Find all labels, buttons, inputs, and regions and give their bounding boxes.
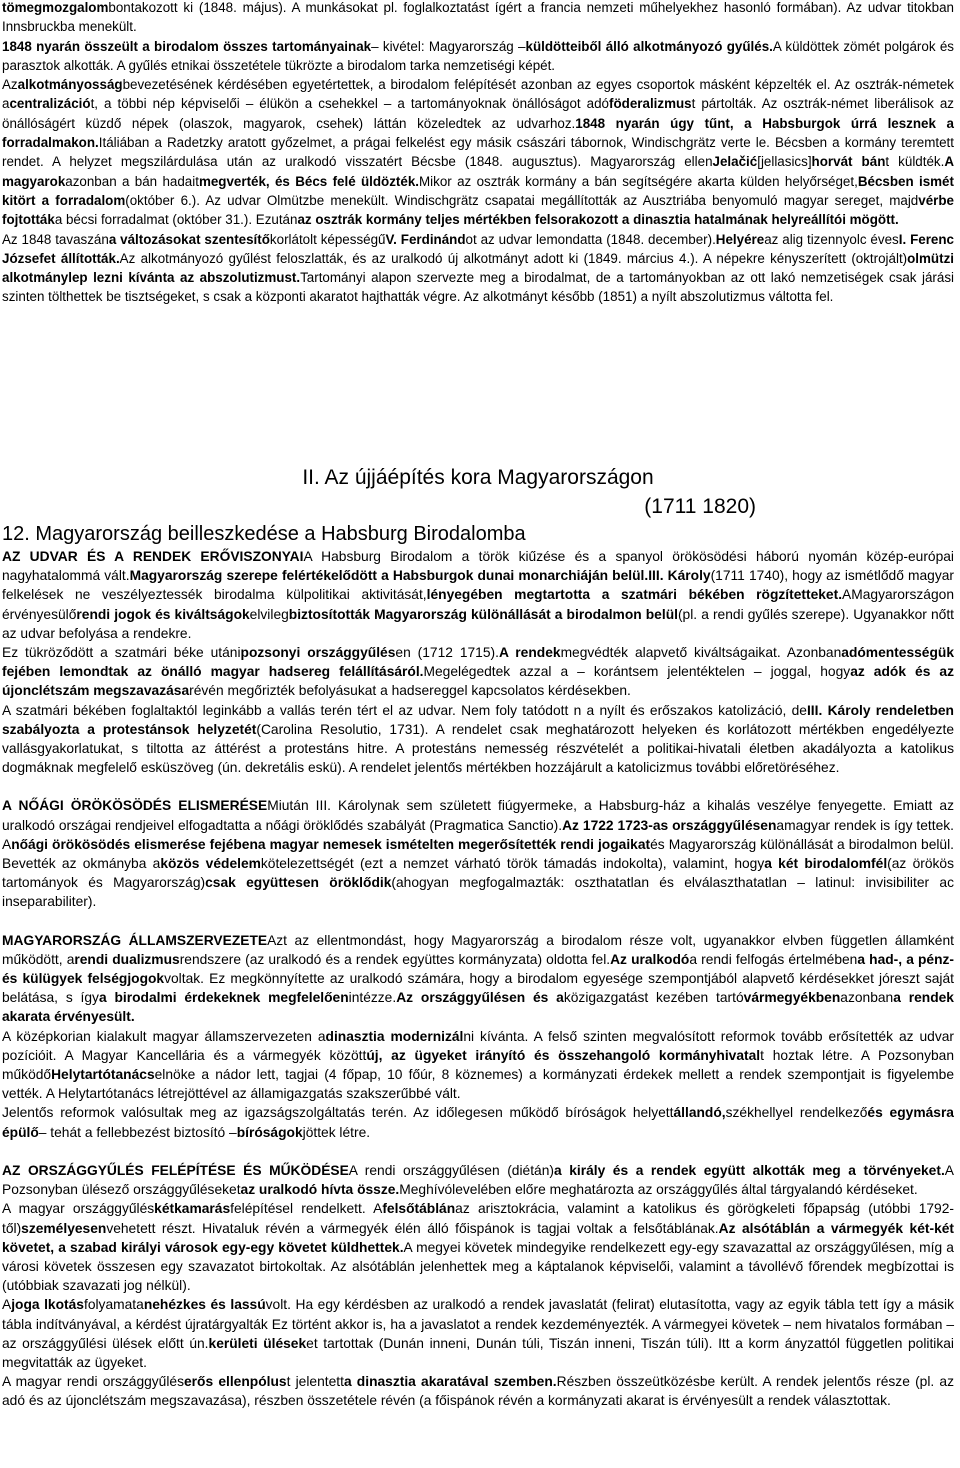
text-run: a rendi felfogás értelmében xyxy=(689,951,858,967)
text-run: A Pozsonyban ülésező országgyűléseket xyxy=(2,1162,954,1198)
text-run: (október 6.). Az udvar Olmützbe menekült. Windischgrätz csapatai megállították az Ausztriába benyomuló magyar sereget, majd xyxy=(125,192,919,208)
bold-text: V. Ferdinánd xyxy=(385,231,466,247)
text-run: az alig tizennyolc éves xyxy=(764,231,899,247)
text-block-top xyxy=(2,0,954,307)
bold-text: dinasztia modernizál xyxy=(325,1028,464,1044)
bold-text: a változásokat szentesítő xyxy=(108,231,270,247)
text-run: voltak. Ez megkönnyítette az uralkodó számára, hogy a birodalom egyesége szempontjából alapvető kérdésekket jóreszt saját belátása, s így xyxy=(2,971,954,1006)
bold-text: föderalizmus xyxy=(609,96,692,112)
text-run: Magyarországon érvényesülő xyxy=(2,587,954,622)
bold-text: Az 1722 1723-as országgyűlésen xyxy=(562,817,777,833)
bold-text: csak együttesen öröklődik xyxy=(205,875,392,891)
paragraph xyxy=(2,1161,954,1199)
bold-text: olmützi alkotmánylep lezni kívánta az abszolutizmust. xyxy=(2,250,954,286)
section-body xyxy=(2,547,954,1411)
bold-text: Helytartótanács xyxy=(51,1067,155,1083)
bold-text: az osztrák kormány teljes mértékben felsorakozott a dinasztia hatalmának helyreállítói mögött. xyxy=(297,212,899,228)
bold-text: centralizáció xyxy=(9,96,91,112)
text-run: t hoztak létre. A Pozsonyban működő xyxy=(2,1047,954,1083)
bold-text: AZ ORSZÁGGYŰLÉS FELÉPÍTÉSE ÉS MŰKÖDÉSE xyxy=(2,1162,349,1178)
text-run: en (1712 1715). xyxy=(395,645,499,661)
text-run: azonban xyxy=(840,990,894,1006)
bold-text: biztosították Magyarország különállását a birodalmon belül xyxy=(288,606,678,622)
bold-text: Magyarország szerepe felértékelődött a Habsburgok dunai monarchiáján belül. xyxy=(129,568,649,584)
subsection-title: 12. Magyarország beilleszkedése a Habsburg Birodalomba xyxy=(2,523,526,545)
bold-text: az adók és az újonclétszám megszavazása xyxy=(2,664,954,699)
text-run: (az örökös tartományok és Magyarország) xyxy=(2,856,954,891)
text-run: vehetett részt. Hivataluk révén a vármegyék élén álló főispánok is tagjai voltak a felsőtáblának. xyxy=(106,1220,719,1236)
bold-text: A magyarok xyxy=(2,154,955,189)
text-run: Tartományi alapon szervezte meg a birodalmat, de a tartományokban az ott lakó nemzetiségek csak járási szinten tölthettek be tisztségeket, s csak a központi akaratot hajthatták végre. Az alkotmányt később (1851) a nyílt abszolutizmus váltotta fel. xyxy=(2,270,955,305)
section-years: (1711 1820) xyxy=(644,495,756,518)
bold-text: A rendek xyxy=(498,645,561,661)
text-run: elvileg xyxy=(249,606,289,622)
bold-text: kétkamarás xyxy=(154,1201,231,1217)
text-run: A küldöttek zömét polgárok és parasztok alkották. A gyűlés etnikai összetétele tükrözte a birodalom tarka nemzetiségi képét. xyxy=(2,38,954,73)
paragraph xyxy=(2,230,954,307)
bold-text: bíróságok xyxy=(236,1124,303,1140)
text-run: (pl. a rendi gyűlés szerepe). Ugyanakkor nőtt az udvar befolyása a rendekre. xyxy=(2,606,954,641)
text-run: révén megőrizték befolyásukat a hadsereggel kapcsolatos kérdésekben. xyxy=(189,683,631,699)
text-run: bontakozott ki (1848. május). A munkásokat pl. foglalkoztatást ígért a francia nemzeti műhelyekhez hasonló formában). Az udvar titokban Innsbruckba menekült. xyxy=(2,0,954,35)
paragraph-gap xyxy=(2,912,954,931)
text-run: (1711 1740), hogy az ismétlődő magyar felkelések ne veszélyeztessék birodalma külpolitikai aktivitását, xyxy=(2,568,954,603)
bold-text: és egymásra épülő xyxy=(2,1105,954,1140)
bold-text: vérbe fojtották xyxy=(2,192,954,228)
bold-text: küldötteiből álló alkotmányozó gyűlés. xyxy=(525,38,773,54)
paragraph xyxy=(2,1199,954,1295)
text-run: és Magyarország különállását a birodalmon belül. Bevették az okmányba a xyxy=(2,836,955,872)
text-run: t, a többi nép képviselői – élükön a csehekkel – a tartományoknak önállóságot adó xyxy=(90,96,610,112)
text-run: bevezetésének kérdésében egyetértettek, a birodalom felépítését azonban az egyes csoportok másként képzelték el. Az osztrák-németek a xyxy=(2,77,954,112)
bold-text: a király és a rendek együtt alkották meg a törvényeket. xyxy=(553,1162,945,1178)
text-run: Itáliában a Radetzky aratott győzelmet, a prágai felkelést egy másik császári tábornok, Windischgrätz verte le. Bécsben a kormány teremtett rendet. A helyzet megszilárdulása után az uralkodó visszatért Bécsbe (1848. augusztus). Magyarország ellen xyxy=(2,135,954,170)
bold-text: AZ UDVAR ÉS A RENDEK ERŐVISZONYAI xyxy=(2,549,304,564)
bold-text: felsőtáblán xyxy=(382,1201,456,1217)
text-run: székhellyel rendelkező xyxy=(725,1105,868,1121)
bold-text: az uralkodó hívta össze. xyxy=(240,1182,400,1198)
text-run: volt. Ha egy kérdésben az uralkodó a rendek javaslatát (felirat) elutasította, vagy az egyik tábla tett így a másik tábla indítványával, a kérdést újratárgyalták Ez történt akkor is, ha a javaslatot a rendek kezdeményezték. A vármegyei követek – nem hivatalos formában – az országgyűlési ülések előtt ún. xyxy=(2,1297,954,1351)
text-run: A rendi országgyűlésen (diétán) xyxy=(348,1162,554,1178)
text-run: t küldték. xyxy=(885,154,945,170)
text-run: ot az udvar lemondatta (1848. december). xyxy=(465,231,716,247)
bold-text: rendi jogok és kiváltságok xyxy=(76,606,250,622)
text-run: t pártolták. Az osztrák-német liberálisok az önállóságért küzdő népek (olaszok, magyarok, csehek) láttán közeledtek az udvarhoz. xyxy=(2,96,954,131)
bold-text: megverték, és Bécs felé üldözték. xyxy=(198,173,420,189)
text-run: Meghívólevelében előre meghatározta az országgyűlés által tárgyalandó kérdéseket. xyxy=(399,1182,918,1198)
bold-text: I. Ferenc Józsefet állították. xyxy=(2,231,954,266)
bold-text: A NŐÁGI ÖRÖKÖSÖDÉS ELISMERÉSE xyxy=(2,798,268,814)
text-run: korlátolt képességű xyxy=(269,231,386,247)
bold-text: vármegyékben xyxy=(743,990,841,1006)
text-run: Miután III. Károlynak sem született fiúgyermeke, a Habsburg-ház a kihalás veszélye fenyegette. Emiatt az uralkodó országai rendjeivel elfogadtatta a nőági öröklődés szabályát (Pragmatica Sanctio). xyxy=(2,798,954,833)
text-run: – kivétel: Magyarország – xyxy=(371,38,526,54)
paragraph-gap xyxy=(2,1142,954,1161)
text-run: A xyxy=(2,1297,12,1313)
bold-text: Az uralkodó xyxy=(610,951,690,967)
bold-text: Bécsben ismét kitört a forradalom xyxy=(2,173,954,208)
text-run: ni kívánta. A felső szinten megvalósított reformok tovább erősítették az udvar pozícióit. A Magyar Kancellária és a vármegyék között xyxy=(2,1028,954,1063)
bold-text: alkotmányosság xyxy=(17,77,123,93)
text-run: Jelentős reformok valósultak meg az igazságszolgáltatás terén. Az időlegesen működő bíróságok helyett xyxy=(2,1105,674,1121)
text-run: intézze. xyxy=(348,990,397,1006)
text-run: Ez tükröződött a szatmári béke utáni xyxy=(2,645,241,661)
text-run: Az xyxy=(2,77,18,93)
text-run: A középkorian kialakult magyar államszervezeten a xyxy=(2,1028,326,1044)
bold-text: nehézkes és lassú xyxy=(143,1297,266,1313)
paragraph xyxy=(2,1372,954,1410)
text-run: A megyei követek mindegyike rendelkezett egy-egy szavazattal az országgyűlésen, míg a városi követek összesen egy szavazatot birtokoltak. Az alsótáblán jelenhettek meg a káptalanok képviselői, valamint a távollévő főrendek megbízottai is (utóbbiak szavazati jog nélkül). xyxy=(2,1239,954,1294)
text-run: a bécsi forradalmat (október 31.). Ezután xyxy=(54,212,298,228)
bold-text: joga lkotás xyxy=(11,1297,84,1313)
text-run: A magyar rendi országgyűlés xyxy=(2,1374,184,1390)
bold-text: 1848 nyarán úgy tűnt, a Habsburgok úrrá lesznek a forradalmakon. xyxy=(2,115,954,151)
text-run: A szatmári békében foglaltaktól leginkább a vallás terén tért el az udvar. Nem foly tatódott n a nyílt és erőszakos katolizáció, de xyxy=(2,702,807,718)
bold-text: Jelačić xyxy=(712,154,758,170)
text-run: t jelentett xyxy=(286,1374,344,1390)
bold-text: a két birodalomfél xyxy=(764,856,888,872)
text-run: folyamata xyxy=(83,1297,144,1313)
bold-text: nőági örökösödés elismerése fejébena magyar nemesek ismételten megerősítették rendi jogaikat xyxy=(11,836,651,852)
text-run: A magyar országgyűlés xyxy=(2,1201,155,1217)
bold-text: pozsonyi országgyűlés xyxy=(240,645,396,661)
bold-text: tömegmozgalom xyxy=(2,0,109,15)
bold-text: Az alsótáblán a vármegyék két-két követet, a szabad királyi városok egy-egy követet küldhettek. xyxy=(2,1220,955,1255)
text-run: Az alkotmányozó gyűlést feloszlatták, és az uralkodó új alkotmányt adott ki (1849. március 4.). A népekre kényszerített (oktrojált) xyxy=(119,250,908,266)
bold-text: személyesen xyxy=(21,1220,107,1236)
section-heading xyxy=(2,463,954,547)
text-run: et tartottak (Dunán inneni, Dunán túli, Tiszán inneni, Tiszán túli). Itt a korm ányzattól független politikai megvitatták az ügyeket. xyxy=(2,1335,954,1370)
text-run: (ahogyan megfogalmazták: oszthatatlan és elválaszthatatlan – latinul: invisibiliter ac inseparabiliter). xyxy=(2,875,954,910)
bold-text: lényegében megtartotta a szatmári békében rögzítetteket. xyxy=(426,587,843,603)
bold-text: új, az ügyeket irányító és összehangoló kormányhivatal xyxy=(366,1047,761,1063)
paragraph xyxy=(2,1027,954,1104)
paragraph-gap xyxy=(2,777,954,796)
bold-text: a had-, a pénz- és külügyek felségjogok xyxy=(2,951,955,987)
text-run: Mikor az osztrák kormány a bán segítségére akarta külden helyőrséget, xyxy=(419,173,858,189)
text-run: elnöke a nádor lett, tagjai (4 főpap, 10 főúr, 8 köznemes) a kormányzati érdekek mellett a rendek szempontjait is figyelembe vették. A Helytartótanács létrejöttével az államigazgatás szakszerűbbé vált. xyxy=(2,1067,954,1102)
text-run: Részben összeütközésbe került. A rendek jelentős része (pl. az adó és az újonclétszám megszavazása), részben összetétele révén (a főispánok révén a kormányzati akarat is érvényesült a rendek választottak. xyxy=(2,1374,954,1409)
text-run: az arisztokrácia, valamint a katolikus és görögkeleti főpapság (utóbbi 1792-től) xyxy=(2,1201,954,1236)
bold-text: a dinasztia akaratával szemben. xyxy=(343,1374,557,1390)
text-run: Megelégedtek azzal a – korántsem jelentéktelen – joggal, hogy xyxy=(423,664,851,680)
text-run: A xyxy=(842,587,852,603)
bold-text: III. Károly xyxy=(648,568,711,584)
text-run: Azt az ellentmondást, hogy Magyarország a birodalom része volt, ugyanakkor elvben független államként működött, a xyxy=(2,932,954,967)
bold-text: adómentességük fejében lemondtak az önálló magyar hadsereg felállításáról. xyxy=(2,645,954,680)
bold-text: kerületi ülések xyxy=(208,1335,307,1351)
bold-text: állandó, xyxy=(673,1105,726,1121)
text-run: jöttek létre. xyxy=(302,1124,371,1140)
text-block-section xyxy=(2,466,954,1411)
text-run: a xyxy=(776,817,785,833)
bold-text: horvát bán xyxy=(811,154,886,170)
paragraph xyxy=(2,1103,954,1141)
bold-text: Az országgyűlésen és a xyxy=(396,990,564,1006)
section-title: II. Az újjáépítés kora Magyarországon xyxy=(302,466,654,489)
bold-text: 1848 nyarán összeült a birodalom összes tartományainak xyxy=(2,38,372,54)
paragraph xyxy=(2,643,954,701)
text-run: magyar rendek is így tettek. A xyxy=(2,817,954,852)
bold-text: a rendek akarata érvényesült. xyxy=(2,990,954,1025)
text-run: rendszere (az uralkodó és a rendek együttes kormányzata) oldotta fel. xyxy=(179,951,611,967)
bold-text: közös védelem xyxy=(160,856,261,872)
bold-text: MAGYARORSZÁG ÁLLAMSZERVEZETE xyxy=(2,932,268,948)
paragraph xyxy=(2,37,954,76)
paragraph xyxy=(2,701,954,778)
bold-text: Helyére xyxy=(715,231,765,247)
text-run: A Habsburg Birodalom a török kiűzése és a spanyol örökösödési háború nyomán közép-európai nagyhatalommá vált. xyxy=(2,549,954,584)
bold-text: erős ellenpólus xyxy=(184,1374,287,1390)
text-run: (Carolina Resolutio, 1731). A rendelet csak meghatározott helyeken és korlátozott mértékben engedélyezte vallásgyakorlatukat, s tiltotta az áttérést a protestáns hitre. A protestáns nemesség részvételét a politikai-hivatali életben akadályozta a katolikus dogmáknak megfelelő esküszöveg (ún. dekretális eskü). A rendelet jelentős mértékben hozzájárult a katolicizmus további előretöréséhez. xyxy=(2,721,954,776)
paragraph xyxy=(2,1295,954,1372)
paragraph xyxy=(2,0,954,37)
paragraph xyxy=(2,931,954,1027)
text-run: megvédték alapvető kiváltságaikat. Azonban xyxy=(560,645,842,661)
paragraph xyxy=(2,547,954,643)
paragraph xyxy=(2,75,954,229)
text-run: felépítésel rendelkett. A xyxy=(230,1201,383,1217)
paragraph xyxy=(2,796,954,911)
bold-text: a birodalmi érdekeknek megfelelően xyxy=(98,990,349,1006)
text-run: kötelezettségét (ezt a nemzet várható török támadás indokolta), valamint, hogy xyxy=(260,856,765,872)
bold-text: III. Károly rendeletben szabályozta a protestánsok helyzetét xyxy=(2,702,954,737)
text-run: Az 1848 tavaszán xyxy=(2,231,109,247)
text-run: közigazgatást kezében tartó xyxy=(563,990,744,1006)
text-run: azonban a bán hadait xyxy=(65,173,199,189)
text-run: [jellasics] xyxy=(757,154,812,170)
bold-text: rendi dualizmus xyxy=(74,951,180,967)
text-run: – tehát a fellebbezést biztosító – xyxy=(38,1124,237,1140)
